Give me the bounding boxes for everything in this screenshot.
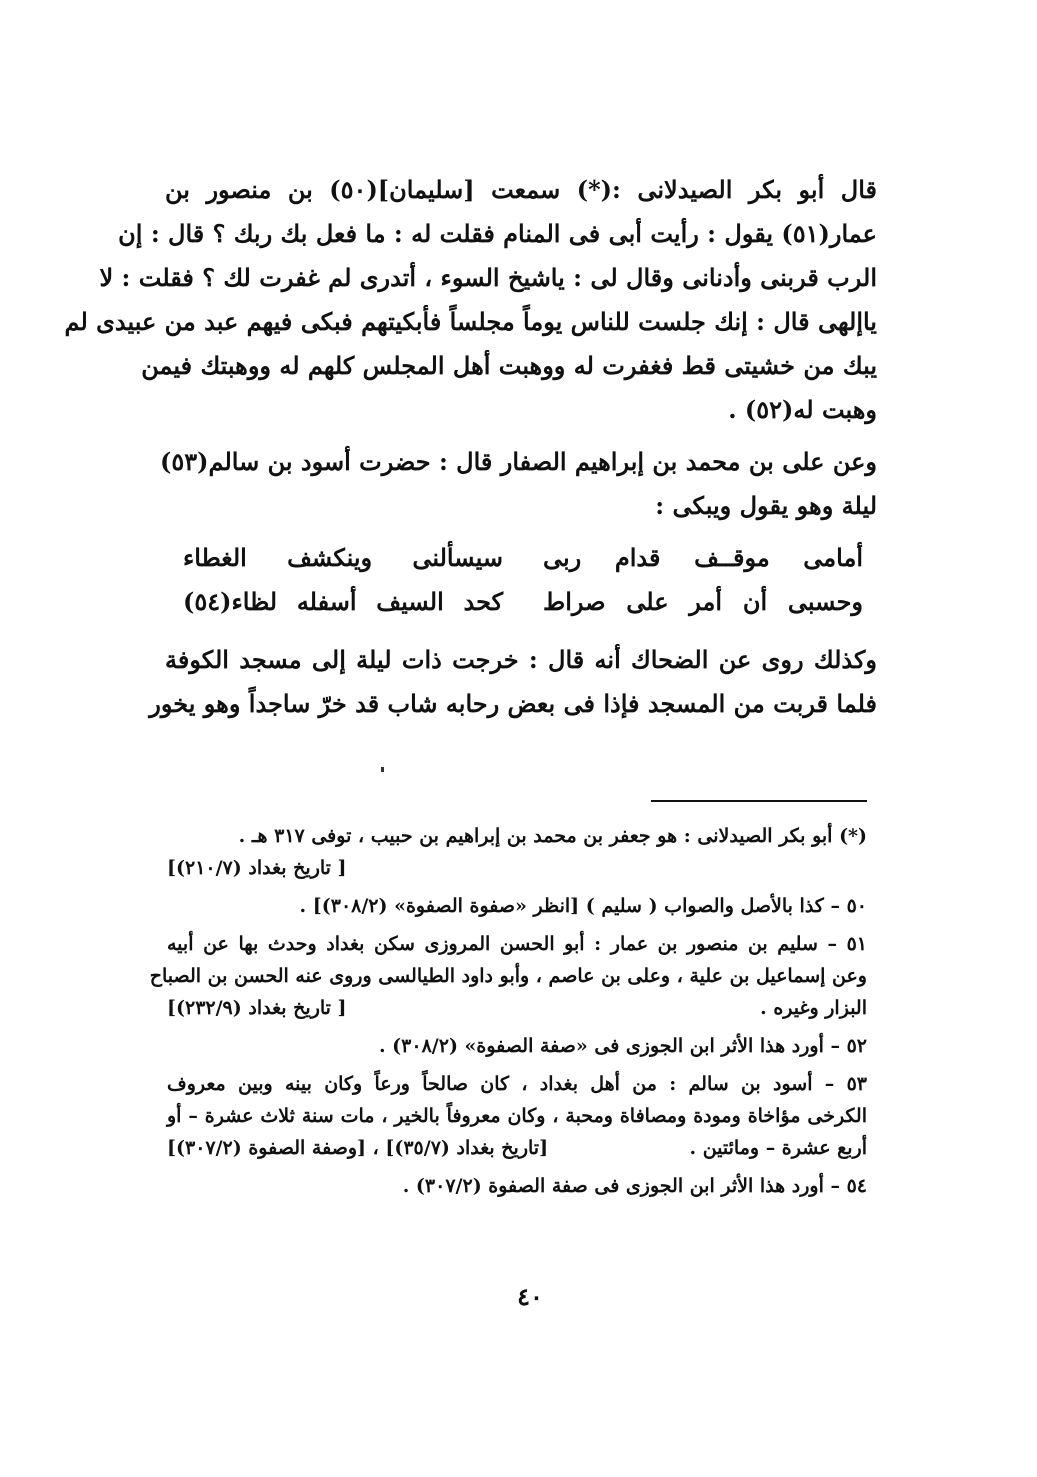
- text-line: قال أبو بكر الصيدلانى :(*) سمعت [سليمان](٥٠) بن منصور بن: [165, 175, 877, 204]
- footnote-text: البزار وغيره .: [760, 997, 867, 1019]
- text-line: الرب قربنى وأدنانى وقال لى : ياشيخ السوء ، أتدرى لم غفرت لك ؟ فقلت : لا: [99, 263, 877, 292]
- main-text: [64, 168, 877, 734]
- footnote-line: ٥٤ – أورد هذا الأثر ابن الجوزى فى صفة الصفوة (٣٠٧/٢) .: [402, 1175, 867, 1197]
- verse-line: [183, 536, 863, 580]
- footnote-line: ٥٠ – كذا بالأصل والصواب ( سليم ) [انظر «صفوة الصفوة» (٣٠٨/٢)] .: [299, 895, 867, 917]
- footnote-text: أربع عشرة – ومائتين .: [689, 1137, 867, 1159]
- footnote-line: ٥٣ – أسود بن سالم : من أهل بغداد ، كان صالحاً ورعاً وكان بينه وبين معروف: [167, 1073, 867, 1095]
- text-line: يبك من خشيتى قط فغفرت له ووهبت أهل المجلس كلهم له ووهبتك فيمن: [141, 351, 877, 380]
- text-line: وعن على بن محمد بن إبراهيم الصفار قال : حضرت أسود بن سالم(٥٣): [160, 447, 877, 476]
- footnote-source: [ تاريخ بغداد (٢٣٢/٩)]: [167, 997, 347, 1019]
- footnote-52: [167, 1030, 867, 1062]
- text-line: وكذلك روى عن الضحاك أنه قال : خرجت ذات ليلة إلى مسجد الكوفة: [165, 645, 877, 674]
- footnote-line: الكرخى مؤاخاة ومودة ومصافاة ومحبة ، وكان معروفاً بالخير ، مات سنة ثلاث عشرة – أو: [167, 1105, 867, 1127]
- footnote-line: [167, 992, 867, 1024]
- footnote-line: [167, 1132, 867, 1164]
- verse-first-hemistich: وحسبى أن أمر على صراط: [543, 587, 863, 616]
- footnote-51: [149, 928, 867, 1024]
- verse-line: [183, 580, 863, 624]
- footnote-line: (*) أبو بكر الصيدلانى : هو جعفر بن محمد بن إبراهيم بن حبيب ، توفى ٣١٧ هـ .: [238, 825, 867, 847]
- text-line: فلما قربت من المسجد فإذا فى بعض رحابه شاب قد خرّ ساجداً وهو يخور: [149, 689, 877, 718]
- poem-verses: [165, 536, 877, 624]
- text-line: ليلة وهو يقول ويبكى :: [655, 491, 877, 520]
- footnote-53: [167, 1068, 867, 1164]
- footnote-divider: [651, 800, 867, 802]
- print-speck: [381, 767, 384, 772]
- footnote-line: وعن إسماعيل بن علية ، وعلى بن عاصم ، وأبو داود الطيالسى وروى عنه الحسن بن الصباح: [149, 965, 867, 987]
- footnote-source: [ تاريخ بغداد (٢١٠/٧)]: [167, 857, 347, 879]
- footnotes: [149, 820, 867, 1208]
- footnote-50: [167, 890, 867, 922]
- footnote-line: ٥٢ – أورد هذا الأثر ابن الجوزى فى «صفة الصفوة» (٣٠٨/٢) .: [378, 1035, 867, 1057]
- paragraph-dahhak: [149, 638, 877, 726]
- verse-second-hemistich: سيسألنى وينكشف الغطاء: [183, 543, 503, 572]
- footnote-54: [167, 1170, 867, 1202]
- text-line: وهبت له(٥٢) .: [728, 395, 877, 424]
- footnote-line: ٥١ – سليم بن منصور بن عمار : أبو الحسن المروزى سكن بغداد وحدث بها عن أبيه: [167, 933, 867, 955]
- footnote-source: [تاريخ بغداد (٣٥/٧)] ، [وصفة الصفوة (٣٠٧/٢)]: [167, 1137, 549, 1159]
- footnote-star: [167, 820, 867, 884]
- paragraph-saffar: [160, 440, 877, 528]
- text-line: عمار(٥١) يقول : رأيت أبى فى المنام فقلت له : ما فعل بك ربك ؟ قال : إن: [118, 219, 877, 248]
- verse-second-hemistich: كحد السيف أسفله لظاء(٥٤): [183, 587, 503, 616]
- paragraph-saydalani: [64, 168, 877, 432]
- page-number: ٤٠: [517, 1282, 543, 1311]
- text-line: ياإلهى قال : إنك جلست للناس يوماً مجلساً فأبكيتهم فبكى فيهم عبد من عبيدى لم: [64, 307, 877, 336]
- verse-first-hemistich: أمامى موقــف قدام ربى: [543, 543, 863, 572]
